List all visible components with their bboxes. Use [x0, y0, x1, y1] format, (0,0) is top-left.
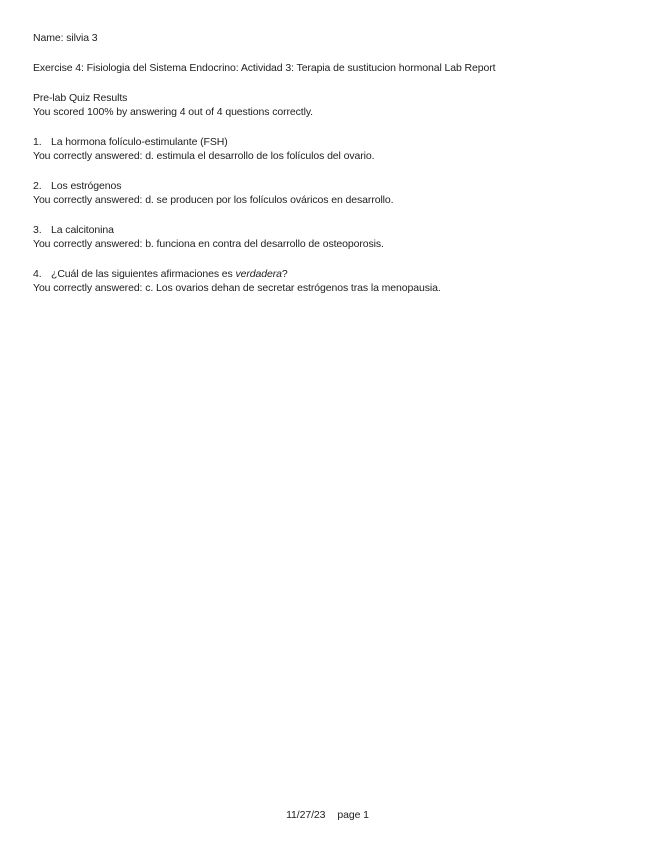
- student-name: Name: silvia 3: [33, 32, 98, 44]
- question-answer: You correctly answered: b. funciona en contra del desarrollo de osteoporosis.: [33, 238, 384, 250]
- question-number: 4.: [33, 268, 42, 280]
- question-answer: You correctly answered: d. estimula el desarrollo de los folículos del ovario.: [33, 150, 375, 162]
- quiz-results-section: [33, 91, 633, 119]
- question-text-part: ¿Cuál de las siguientes afirmaciones es: [51, 268, 236, 280]
- question-item-2: [33, 179, 633, 207]
- question-text: La calcitonina: [51, 224, 114, 236]
- question-number: 2.: [33, 180, 42, 192]
- page-footer: [0, 809, 655, 821]
- question-text-emphasis: verdadera: [235, 268, 282, 280]
- question-text: Los estrógenos: [51, 180, 122, 192]
- quiz-results-heading: Pre-lab Quiz Results: [33, 92, 128, 104]
- question-answer: You correctly answered: d. se producen por los folículos ováricos en desarrollo.: [33, 194, 394, 206]
- question-item-3: [33, 223, 633, 251]
- question-text: La hormona folículo-estimulante (FSH): [51, 136, 228, 148]
- footer-date: 11/27/23: [286, 809, 326, 821]
- question-text: [51, 268, 288, 280]
- exercise-title: Exercise 4: Fisiologia del Sistema Endocrino: Actividad 3: Terapia de sustitucion hormonal Lab Report: [33, 62, 496, 74]
- lab-report-document: [33, 31, 633, 295]
- question-answer: You correctly answered: c. Los ovarios dehan de secretar estrógenos tras la menopausia.: [33, 282, 441, 294]
- question-number: 1.: [33, 136, 42, 148]
- question-item-1: [33, 135, 633, 163]
- quiz-score-summary: You scored 100% by answering 4 out of 4 questions correctly.: [33, 106, 314, 118]
- question-text-part: ?: [281, 268, 288, 280]
- question-number: 3.: [33, 224, 42, 236]
- footer-page-number: page 1: [337, 809, 369, 821]
- question-item-4: [33, 267, 633, 295]
